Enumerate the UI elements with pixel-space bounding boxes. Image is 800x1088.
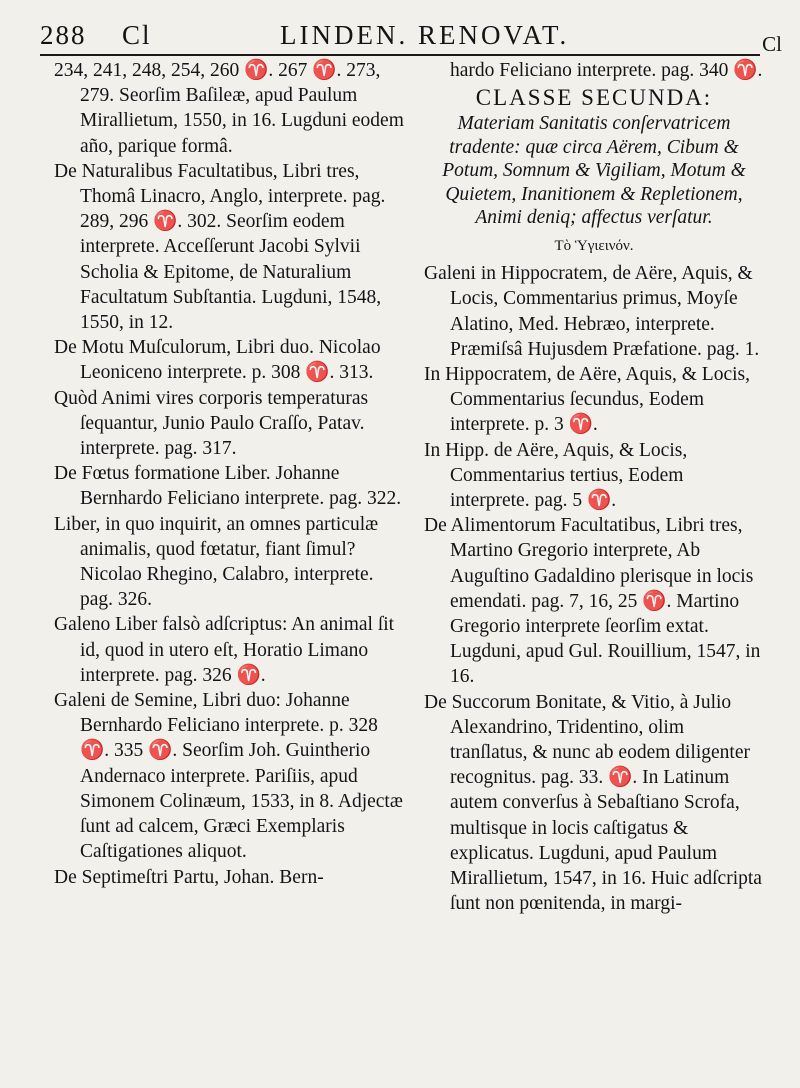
catalog-entry: Galeni in Hippocratem, de Aëre, Aquis, & Locis, Commentarius primus, Moyſe Alatino, Med. Hebræo, interprete. Præmiſsâ Hujusdem Præfatione. pag. 1. [424, 263, 760, 360]
catalog-entry: De Succorum Bonitate, & Vitio, à Julio Alexandrino, Tridentino, olim tranſlatus, & nunc ab eodem diligenter recognitus. pag. 33. ♈. In Latinum autem converſus à Sebaſtiano Scrofa, multisque in locis caſtigatus & explicatus. Lugduni, apud Paulum Mirallietum, 1547, in 16. Huic adſcripta ſunt non pœnitenda, in margi- [424, 691, 762, 915]
catalog-entry: De Naturalibus Facultatibus, Libri tres, Thomâ Linacro, Anglo, interprete. pag. 289, 296 ♈. 302. Seorſim eodem interprete. Acceſſerunt Jacobi Sylvii Scholia & Epitome, de Naturalium Facultatum Subſtantia. Lugduni, 1548, 1550, in 12. [54, 160, 386, 334]
catalog-entry: In Hippocratem, de Aëre, Aquis, & Locis, Commentarius ſecundus, Eodem interprete. p. 3 ♈. [424, 363, 751, 436]
continued-entry: hardo Feliciano interprete. pag. 340 ♈. [450, 60, 763, 81]
column-number-right: Cl [762, 32, 782, 56]
catalog-entry: In Hipp. de Aëre, Aquis, & Locis, Commentarius tertius, Eodem interprete. pag. 5 ♈. [424, 439, 688, 511]
catalog-entry: Liber, in quo inquirit, an omnes particulæ animalis, quod fœtatur, fiant ſimul? Nicolao Rhegino, Calabro, interprete. pag. 326. [54, 513, 379, 611]
catalog-entry: De Motu Muſculorum, Libri duo. Nicolao Leoniceno interprete. p. 308 ♈. 313. [54, 337, 381, 384]
catalog-entry: De Septimeſtri Partu, Johan. Bern- [54, 866, 324, 888]
running-header [40, 18, 790, 54]
left-column [54, 58, 408, 890]
section-subtitle: Materiam Sanitatis conſervatricem tradente: quæ circa Aërem, Cibum & Potum, Somnum & Vigiliam, Motum & Quietem, Inanitionem & Repletionem, Animi deniq; affectus verſatur. [442, 113, 746, 229]
catalog-entry: De Alimentorum Facultatibus, Libri tres, Martino Gregorio interprete, Ab Auguſtino Gadaldino plerisque in locis emendati. pag. 7, 16, 25 ♈. Martino Gregorio interprete ſeorſim extat. Lugduni, apud Gul. Rouillium, 1547, in 16. [424, 515, 761, 688]
catalog-entry: 234, 241, 248, 254, 260 ♈. 267 ♈. 273, 279. Seorſim Baſileæ, apud Paulum Mirallietum, 1550, in 16. Lugduni eodem año, parique formâ. [54, 60, 404, 157]
page-number: 288 [40, 20, 87, 50]
catalog-entry: Galeni de Semine, Libri duo: Johanne Bernhardo Feliciano interprete. p. 328 ♈. 335 ♈. Seorſim Joh. Guintherio Andernaco interprete. Pariſiis, apud Simonem Colinæum, 1533, in 8. Adjectæ ſunt ad calcem, Græci Exemplaris Caſtigationes aliquot. [54, 690, 403, 863]
right-column [424, 58, 764, 916]
running-title: LINDEN. RENOVAT. [280, 20, 570, 50]
section-heading: CLASSE SECUNDA: [475, 85, 713, 111]
catalog-entry: Quòd Animi vires corporis temperaturas ſequantur, Junio Paulo Craſſo, Patav. interprete. pag. 317. [54, 387, 369, 460]
greek-caption: Τὸ Ὑγιεινόν. [554, 237, 634, 254]
catalog-entry: De Fœtus formatione Liber. Johanne Bernhardo Feliciano interprete. pag. 322. [54, 463, 402, 510]
catalog-entry: Galeno Liber falsò adſcriptus: An animal ſit id, quod in utero eſt, Horatio Limano interprete. pag. 326 ♈. [54, 614, 395, 686]
column-number-left: Cl [122, 20, 152, 50]
header-rule [40, 54, 760, 56]
